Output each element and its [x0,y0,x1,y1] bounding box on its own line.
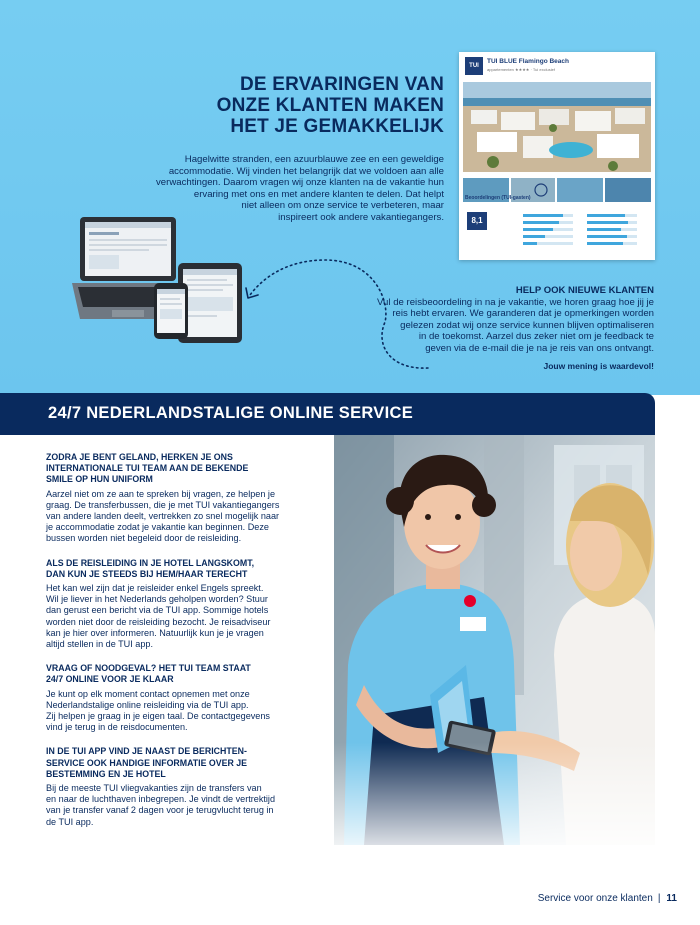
page-number: 11 [666,893,677,904]
section-body [46,689,286,734]
hotel-photo [463,82,651,222]
heading-line: BESTEMMING EN JE HOTEL [46,768,166,779]
heading-line: 24/7 ONLINE VOOR JE KLAAR [46,674,174,685]
service-section [46,663,286,733]
body-line: Het kan wel zijn dat je reisleider enkel Engels spreekt. [46,583,264,594]
body-line: Aarzel niet om ze aan te spreken bij vragen, ze helpen je [46,488,275,499]
hero-text-line: Hagelwitte stranden, een azuurblauwe zee en een geweldige [184,154,444,165]
hero-text-line: ervaring met ons en met andere klanten te delen. Dat helpt [193,188,444,200]
body-line: Nederlandstalige online reisleiding via de TUI app. [46,699,249,710]
body-line: worden niet door de reisleiding bezocht. Je reisadviseur [46,616,271,627]
rating-bars [523,210,649,254]
body-line: de TUI app. [46,816,94,827]
body-line: Je kunt op elk moment contact opnemen met onze [46,688,250,699]
section-body [46,583,286,650]
section-heading [46,452,286,486]
body-line: dan gerust een bericht via de TUI app. Sommige hotels [46,605,269,616]
hero-title-line: DE ERVARINGEN VAN [240,74,444,95]
hero-title-line: ONZE KLANTEN MAKEN [216,95,444,116]
phone-icon [154,283,188,339]
hotel-subtitle: appartementen ★★★★ · Tui exclusief [487,67,555,72]
review-card-header [465,57,649,79]
service-title: 24/7 NEDERLANDSTALIGE ONLINE SERVICE [48,404,414,422]
footer-separator: | [657,893,661,904]
heading-line: DAN KUN JE STEEDS BIJ HEM/HAAR TERECHT [46,568,248,579]
tui-logo: TUI [465,57,483,75]
body-line: bussen worden niet begeleid door de reisleiding. [46,533,242,544]
hero-text [144,154,444,223]
help-text-line: gelezen zodat wij onze service kunnen blijven optimaliseren [400,319,654,331]
section-heading [46,746,286,780]
heading-line: IN DE TUI APP VIND JE NAAST DE BERICHTEN- [46,746,247,757]
staff-photo [334,435,655,845]
body-line: je accommodatie zodat je vakantie kan beginnen. Deze [46,522,269,533]
help-text-line: geven via de e-mail die je na je reis van ons ontvangt. [425,342,654,354]
section-body [46,489,286,545]
heading-line: SMILE OP HUN UNIFORM [46,474,153,485]
hero-text-line: verwachtingen. Daarom vragen wij onze klanten na de vakantie hun [156,177,444,188]
body-line: Zij helpen je graag in je eigen taal. De contactgegevens [46,711,270,722]
section-heading [46,558,286,580]
rating-section-title: Beoordelingen (TUI-gasten) [465,195,531,201]
devices-illustration [72,215,247,345]
service-section [46,452,286,545]
score-badge [467,212,487,230]
footer-label: Service voor onze klanten [537,893,653,904]
body-line: Bij de meeste TUI vliegvakanties zijn de transfers van [46,783,262,794]
body-line: altijd stellen in de TUI app. [46,639,153,650]
help-text [374,297,654,354]
heading-line: SERVICE OOK HANDIGE INFORMATIE OVER JE [46,757,248,768]
heading-line: ALS DE REISLEIDING IN JE HOTEL LANGSKOMT, [46,557,255,568]
score-value: 8,1 [471,216,483,225]
service-header-band [0,393,655,435]
section-body [46,783,286,828]
help-text-line: reis hebt ervaren. We garanderen dat je opmerkingen worden [392,308,654,320]
heading-line: INTERNATIONALE TUI TEAM AAN DE BEKENDE [46,463,249,474]
heading-line: ZODRA JE BENT GELAND, HERKEN JE ONS [46,452,233,462]
service-text-column [46,452,286,841]
help-text-line: Vul de reisbeoordeling in na je vakantie, we horen graag hoe jij je [377,297,654,308]
review-card-screenshot [459,52,655,260]
body-line: van je transfer vanaf 2 dagen voor je terugvlucht terug in [46,805,274,816]
hero-text-line: accommodatie. Wij vinden het belangrijk dat we voldoen aan alle [168,165,444,177]
body-line: graag. De transferbussen, die je met TUI vakantiegangers [46,499,280,510]
heading-line: VRAAG OF NOODGEVAL? HET TUI TEAM STAAT [46,663,251,674]
hero-text-line: inspireert ook andere vakantiegangers. [278,211,444,223]
help-tagline: Jouw mening is waardevol! [543,361,654,371]
service-section [46,746,286,827]
body-line: vind je terug in de reisdocumenten. [46,722,188,733]
page-footer [538,893,677,904]
hero-title-line: HET JE GEMAKKELIJK [230,116,444,137]
body-line: kan je hier over informeren. Natuurlijk kun je je vragen [46,627,264,638]
body-line: en naar de luchthaven inbegrepen. Je vindt de vertrektijd [46,794,276,805]
body-line: Wil je liever in het Nederlands geholpen worden? Stuur [46,594,268,605]
hotel-name: TUI BLUE Flamingo Beach [487,58,569,65]
section-heading [46,663,286,685]
help-title: HELP OOK NIEUWE KLANTEN [515,285,654,296]
body-line: van andere landen deelt, vertrekken zo snel mogelijk naar [46,511,280,522]
hero-text-line: niet alleen om onze service te verbeteren, maar [241,200,444,211]
hero-title [144,74,444,137]
service-section [46,558,286,651]
help-text-line: in de toekomst. Aarzel dus zeker niet om je feedback te [418,331,654,343]
